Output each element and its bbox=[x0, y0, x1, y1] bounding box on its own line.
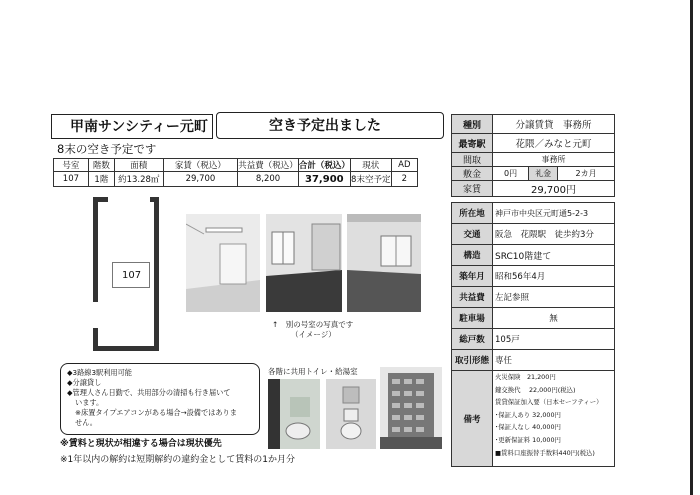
key-money-label: 礼金 bbox=[529, 167, 558, 181]
table-cell: 8末空予定 bbox=[350, 172, 391, 187]
footer-note-2: ※1年以内の解約は短期解約の違約金として賃料の1か月分 bbox=[60, 455, 295, 465]
toilet-photo-1-graphic bbox=[268, 379, 320, 449]
announcement-box bbox=[216, 112, 444, 139]
note-line: います。 bbox=[75, 398, 104, 407]
header-cell: 家賃（税込） bbox=[163, 159, 238, 172]
remarks-cell bbox=[493, 371, 615, 467]
toilet-photo-2 bbox=[326, 379, 376, 449]
footer-note-1: ※賃料と現状が相違する場合は現状優先 bbox=[60, 439, 222, 449]
units-value: 105戸 bbox=[493, 329, 615, 350]
remark-line: 火災保険 21,200円 bbox=[495, 373, 556, 381]
room-photo-3 bbox=[347, 214, 421, 312]
station-label: 最寄駅 bbox=[452, 134, 493, 153]
room-photo-2-graphic bbox=[266, 214, 342, 312]
structure-label: 構造 bbox=[452, 245, 493, 266]
layout-label: 間取 bbox=[452, 153, 493, 167]
toilet-photo-1 bbox=[268, 379, 320, 449]
table-cell: 37,900 bbox=[298, 172, 350, 187]
bath-caption: 各階に共用トイレ・給湯室 bbox=[268, 367, 358, 376]
notes-box bbox=[60, 363, 260, 435]
room-photo-1 bbox=[186, 214, 260, 312]
common-fee-label: 共益費 bbox=[452, 287, 493, 308]
structure-value: SRC10階建て bbox=[493, 245, 615, 266]
remark-line: 賃貸保証加入要（日本セーフティー） bbox=[495, 398, 603, 407]
remark-line: ･更新保証料 10,000円 bbox=[495, 435, 561, 444]
note-line: ◆管理人さん日勤で、共用部分の清掃も行き届いて bbox=[67, 388, 231, 397]
trade-label: 取引形態 bbox=[452, 350, 493, 371]
photo-caption-sub: （イメージ） bbox=[291, 330, 336, 339]
rent-value: 29,700円 bbox=[493, 181, 615, 197]
building-photo-graphic bbox=[380, 367, 442, 449]
deposit-value: 0円 bbox=[493, 167, 529, 181]
header-cell: 面積 bbox=[114, 159, 163, 172]
remark-line: ･保証人あり 32,000円 bbox=[495, 410, 561, 419]
header-cell: 現状 bbox=[350, 159, 391, 172]
parking-value: 無 bbox=[493, 308, 615, 329]
header-cell: AD bbox=[391, 159, 417, 172]
table-cell: 107 bbox=[54, 172, 89, 187]
listing-table bbox=[53, 158, 418, 187]
building-name-box bbox=[51, 114, 213, 139]
table-cell: 8,200 bbox=[238, 172, 299, 187]
type-label: 種別 bbox=[452, 115, 493, 134]
details-table bbox=[451, 202, 615, 467]
header-cell: 合計（税込） bbox=[298, 159, 350, 172]
remark-line: ･保証人なし 40,000円 bbox=[495, 423, 561, 432]
room-photo-2 bbox=[266, 214, 342, 312]
remark-line: ■賃料口座振替手数料440円(税込) bbox=[495, 448, 595, 457]
scan-edge bbox=[690, 0, 693, 495]
parking-label: 駐車場 bbox=[452, 308, 493, 329]
floorplan-room bbox=[112, 262, 150, 288]
note-line: ◆3路線3駅利用可能 bbox=[67, 368, 132, 377]
trade-value: 専任 bbox=[493, 350, 615, 371]
station-value: 花隈／みなと元町 bbox=[493, 134, 615, 153]
toilet-photo-2-graphic bbox=[326, 379, 376, 449]
floorplan-door bbox=[93, 302, 98, 328]
remark-line: 鍵交換代 22,000円(税込) bbox=[495, 385, 576, 394]
address-value: 神戸市中央区元町通5-2-3 bbox=[493, 203, 615, 224]
units-label: 総戸数 bbox=[452, 329, 493, 350]
note-line: せん。 bbox=[75, 418, 97, 427]
built-value: 昭和56年4月 bbox=[493, 266, 615, 287]
building-photo bbox=[380, 367, 442, 449]
built-label: 築年月 bbox=[452, 266, 493, 287]
address-label: 所在地 bbox=[452, 203, 493, 224]
table-cell: 2 bbox=[391, 172, 417, 187]
layout-value: 事務所 bbox=[493, 153, 615, 167]
deposit-label: 敷金 bbox=[452, 167, 493, 181]
table-cell: 29,700 bbox=[163, 172, 238, 187]
rent-label: 家賃 bbox=[452, 181, 493, 197]
note-line: ※床置タイプエアコンがある場合→設備ではありま bbox=[75, 408, 237, 417]
remarks-label: 備考 bbox=[452, 371, 493, 467]
company-table bbox=[451, 114, 615, 197]
announcement-title: 空き予定出ました bbox=[269, 118, 381, 134]
header-cell: 共益費（税込） bbox=[238, 159, 299, 172]
floorplan-window bbox=[106, 197, 152, 202]
vacancy-note: 8末の空き予定です bbox=[57, 142, 157, 156]
key-money-value: 2カ月 bbox=[558, 167, 615, 181]
transport-value: 阪急 花隈駅 徒歩約3分 bbox=[493, 224, 615, 245]
common-fee-value: 左記参照 bbox=[493, 287, 615, 308]
room-number-label: 107 bbox=[122, 270, 142, 281]
room-photo-3-graphic bbox=[347, 214, 421, 312]
transport-label: 交通 bbox=[452, 224, 493, 245]
table-cell: 約13.28㎡ bbox=[114, 172, 163, 187]
photo-caption: ↑ 別の号室の写真です bbox=[272, 320, 354, 329]
note-line: ◆分譲貸し bbox=[67, 378, 102, 387]
floorplan bbox=[93, 197, 159, 351]
type-value: 分譲賃貸 事務所 bbox=[493, 115, 615, 134]
room-photo-1-graphic bbox=[186, 214, 260, 312]
header-cell: 階数 bbox=[88, 159, 114, 172]
table-cell: 1階 bbox=[88, 172, 114, 187]
header-cell: 号室 bbox=[54, 159, 89, 172]
building-name: 甲南サンシティー元町 bbox=[70, 119, 208, 135]
